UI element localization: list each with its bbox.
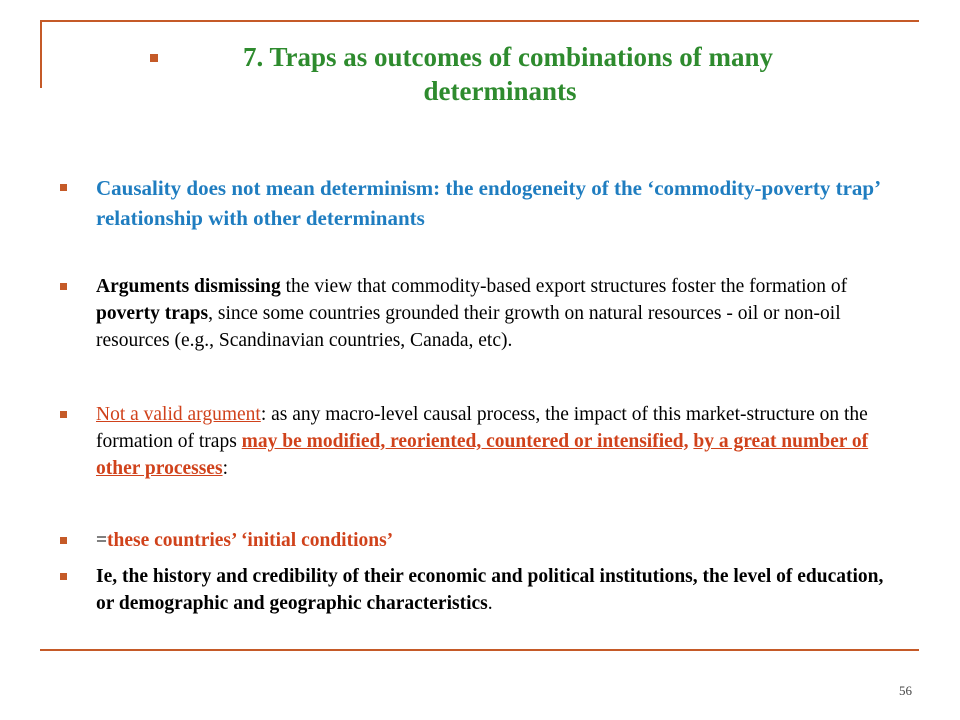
bullet-not-valid-emphasis1: may be modified, reoriented, countered or intensified, [241,431,689,452]
bullet-not-valid-lead: Not a valid argument [96,404,261,425]
bullet-arguments-text1: the view that commodity-based export structures foster the formation of [280,276,848,297]
frame-left-line [40,20,42,88]
bullet-initial-conditions-text: these countries’ ‘initial conditions’ [107,530,394,551]
bullet-arguments-text2: , since some countries grounded their growth on natural resources - oil or non-oil resources (e.g., Scandinavian countries, Canada, etc). [96,303,841,351]
slide-title [150,40,850,108]
bullet-causality [96,173,886,233]
bullet-arguments [96,273,886,354]
bullet-not-valid-colon: : [222,458,228,479]
slide-title-line1: 7. Traps as outcomes of combinations of many [242,42,774,72]
square-bullet-icon [60,573,67,580]
bullet-initial-conditions-equals: = [96,530,107,551]
bullet-causality-text: Causality does not mean determinism: the endogeneity of the ‘commodity-poverty trap’ relationship with other determinants [96,176,880,230]
bullet-not-valid [96,401,886,482]
square-bullet-icon [60,184,67,191]
bullet-arguments-bold-traps: poverty traps [96,303,209,324]
square-bullet-icon [150,54,158,62]
slide-title-line2: determinants [423,76,577,106]
frame-bottom-line [40,649,919,651]
square-bullet-icon [60,537,67,544]
square-bullet-icon [60,411,67,418]
page-number: 56 [899,683,912,698]
frame-top-line [40,20,919,22]
square-bullet-icon [60,283,67,290]
bullet-history-period: . [487,593,493,614]
bullet-history-text: Ie, the history and credibility of their economic and political institutions, the level of education, or demographic and geographic characteristics [96,566,884,614]
bullet-arguments-bold-lead: Arguments dismissing [96,276,281,297]
bullet-not-valid-emphasis2: by a great number of other processes [96,431,869,479]
bullet-not-valid-text1: : as any macro-level causal process, the impact of this market-structure on the formation of traps [96,404,868,452]
bullet-history [96,563,886,617]
bullet-initial-conditions [96,527,886,554]
